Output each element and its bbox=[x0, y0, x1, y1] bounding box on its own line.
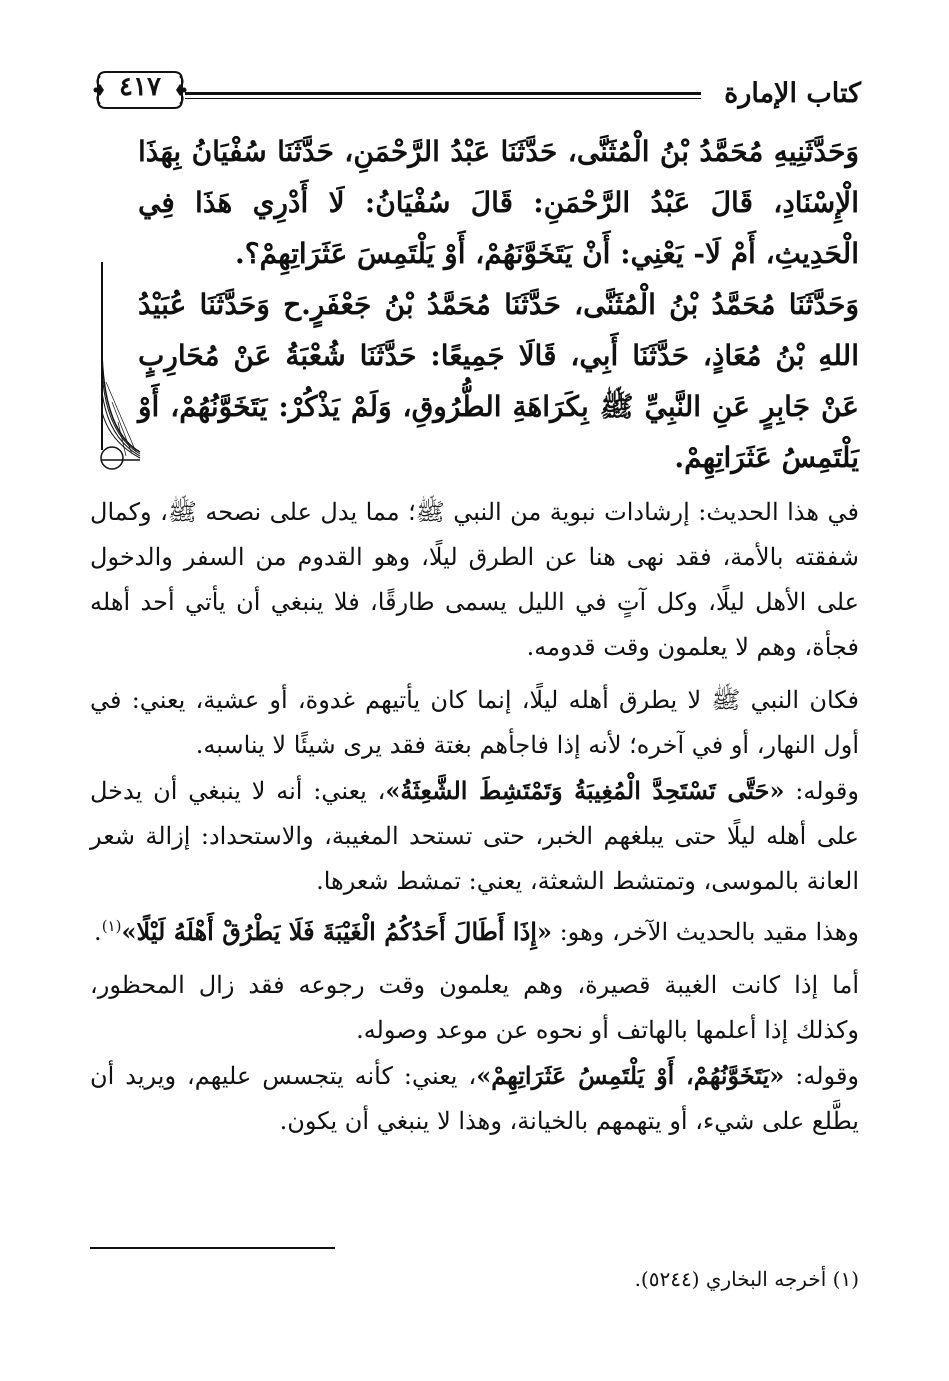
page-number-badge bbox=[92, 66, 188, 114]
footnote: (١) أخرجه البخاري (٥٢٤٤). bbox=[634, 1267, 859, 1291]
chapter-title: كتاب الإمارة bbox=[724, 78, 861, 109]
commentary bbox=[90, 490, 859, 1144]
hadith-paragraph: وَحَدَّثَنَا مُحَمَّدُ بْنُ الْمُثَنَّى، حَدَّثَنَا مُحَمَّدُ بْنُ جَعْفَرٍ.ح وَحَدَّثَنَا عُبَيْدُ اللهِ بْنُ مُعَاذٍ، حَدَّثَنَا أَبِي، قَالَا جَمِيعًا: حَدَّثَنَا شُعْبَةُ عَنْ مُحَارِبٍ عَنْ جَابِرٍ عَنِ النَّبِيِّ ﷺ بِكَرَاهَةِ الطُّرُوقِ، وَلَمْ يَذْكُرْ: يَتَخَوَّنُهُمْ، أَوْ يَلْتَمِسُ عَثَرَاتِهِمْ. bbox=[138, 288, 859, 474]
text-run: . bbox=[94, 918, 102, 946]
commentary-paragraph bbox=[90, 904, 859, 955]
text-run: وقوله: bbox=[784, 777, 859, 805]
text-run: ، يعني: كأنه يتجسس عليهم، ويريد أن يطَّلع على شيء، أو يتهمهم بالخيانة، وهذا لا ينبغي أن يكون. bbox=[90, 1062, 859, 1135]
text-run: وقوله: bbox=[784, 1062, 860, 1090]
commentary-paragraph: أما إذا كانت الغيبة قصيرة، وهم يعلمون وقت رجوعه فقد زال المحظور، وكذلك إذا أعلمها بالهاتف أو نحوه عن موعد وصوله. bbox=[90, 971, 859, 1044]
hadith-quote: «إِذَا أَطَالَ أَحَدُكُمُ الْغَيْبَةَ فَلَا يَطْرُقْ أَهْلَهُ لَيْلًا» bbox=[121, 917, 552, 946]
hadith-text bbox=[138, 126, 859, 483]
text-run: وهذا مقيد بالحديث الآخر، وهو: bbox=[551, 918, 859, 946]
hadith-quote: «يَتَخَوَّنُهُمْ، أَوْ يَلْتَمِسُ عَثَرَاتِهِمْ» bbox=[476, 1061, 785, 1090]
commentary-paragraph: فكان النبي ﷺ لا يطرق أهله ليلًا، إنما كان يأتيهم غدوة، أو عشية، يعني: في أول النهار، أو في آخره؛ لأنه إذا فاجأهم بغتة فقد يرى شيئًا لا يناسبه. bbox=[90, 686, 860, 759]
footnote-rule bbox=[90, 1247, 335, 1249]
page-number: ٤١٧ bbox=[119, 72, 161, 102]
hadith-quote: «حَتَّى تَسْتَحِدَّ الْمُغِيبَةُ وَتَمْتَشِطَ الشَّعِثَةُ» bbox=[385, 776, 785, 805]
header-rule bbox=[185, 92, 701, 99]
commentary-paragraph bbox=[90, 1053, 859, 1144]
commentary-paragraph bbox=[90, 768, 859, 904]
corner-ornament-icon bbox=[96, 262, 141, 472]
hadith-paragraph: وَحَدَّثَنِيهِ مُحَمَّدُ بْنُ الْمُثَنَّى، حَدَّثَنَا عَبْدُ الرَّحْمَنِ، حَدَّثَنَا سُفْيَانُ بِهَذَا الْإِسْنَادِ، قَالَ عَبْدُ الرَّحْمَنِ: قَالَ سُفْيَانُ: لَا أَدْرِي هَذَا فِي الْحَدِيثِ، أَمْ لَا- يَعْنِي: أَنْ يَتَخَوَّنَهُمْ، أَوْ يَلْتَمِسَ عَثَرَاتِهِمْ؟. bbox=[138, 135, 859, 270]
footnote-ref[interactable]: (١) bbox=[101, 917, 122, 935]
commentary-paragraph: في هذا الحديث: إرشادات نبوية من النبي ﷺ؛ مما يدل على نصحه ﷺ، وكمال شفقته بالأمة، فقد نهى هنا عن الطرق ليلًا، وهو القدوم من السفر والدخول على الأهل ليلًا، وكل آتٍ في الليل يسمى طارقًا، فلا ينبغي أن يأتي أحد أهله فجأة، وهم لا يعلمون وقت قدومه. bbox=[90, 498, 860, 661]
text-run: ، يعني: أنه لا ينبغي أن يدخل على أهله ليلًا حتى يبلغهم الخبر، حتى تستحد المغيبة، والاستحداد: إزالة شعر العانة بالموسى، وتمتشط الشعثة، يعني: تمشط شعرها. bbox=[90, 777, 859, 895]
